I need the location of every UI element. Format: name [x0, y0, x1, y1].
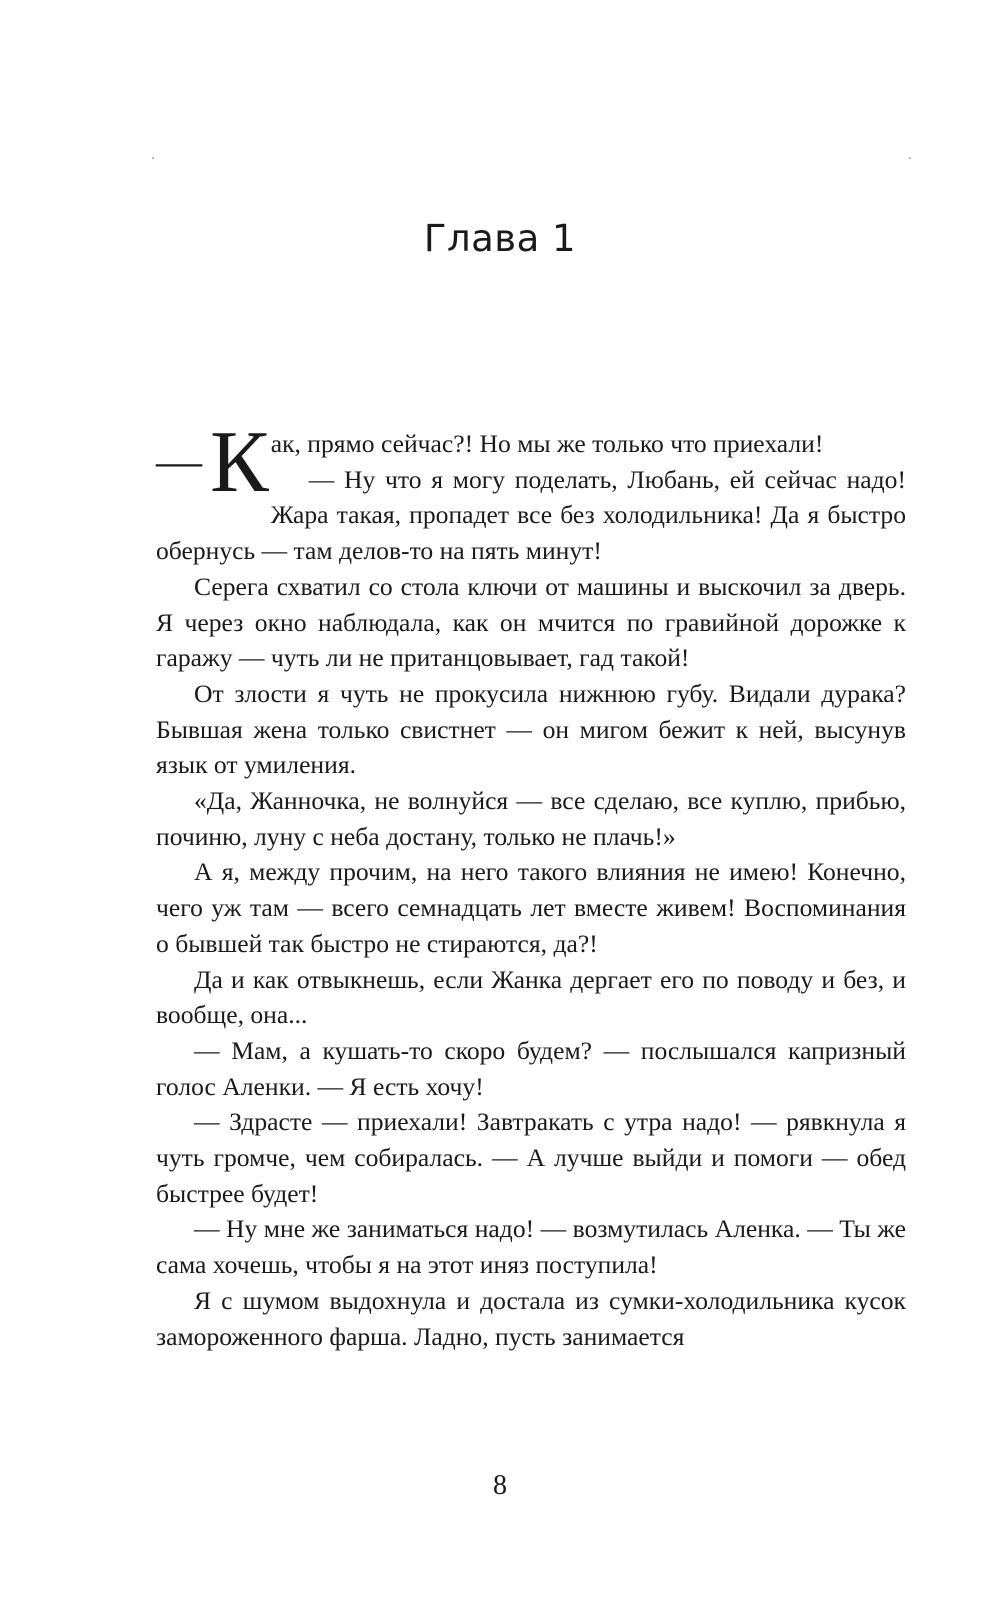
- paragraph: Серега схватил со стола ключи от машины и выскочил за дверь. Я через окно наблюдала, как он мчится по гравийной дорожке к гаражу — чуть ли не пританцовывает, гад такой!: [156, 571, 906, 673]
- opening-paragraph: [156, 414, 906, 511]
- opening-dash: —: [156, 435, 202, 486]
- opening-text: ак, прямо сейчас?! Но мы же только что приехали!: [270, 429, 824, 458]
- paragraph: Да и как отвыкнешь, если Жанка дергает его по поводу и без, и вообще, она...: [156, 964, 906, 1030]
- drop-cap: К: [210, 414, 269, 511]
- paragraph: — Мам, а кушать-то скоро будем? — послышался капризный голос Аленки. — Я есть хочу!: [156, 1035, 906, 1101]
- page-corner-mark: [909, 157, 911, 159]
- page-corner-mark: [152, 157, 154, 159]
- paragraph: — Здрасте — приехали! Завтракать с утра надо! — рявкнула я чуть громче, чем собиралась. — А лучше выйди и помоги — обед быстрее будет!: [156, 1107, 906, 1208]
- paragraph: От злости я чуть не прокусила нижнюю губу. Видали дурака? Бывшая жена только свистнет — он мигом бежит к ней, высунув язык от умиления.: [156, 678, 906, 780]
- paragraph: — Ну мне же заниматься надо! — возмутилась Аленка. — Ты же сама хочешь, чтобы я на этот иняз поступила!: [156, 1214, 906, 1280]
- paragraph: Я с шумом выдохнула и достала из сумки-холодильника кусок замороженного фарша. Ладно, пусть занимается: [156, 1285, 906, 1351]
- chapter-body: [156, 414, 906, 1354]
- paragraph: — Ну что я могу поделать, Любань, ей сейчас надо! Жара такая, пропадет все без холодильника! Да я быстро обернусь — там делов-то на пять минут!: [156, 464, 906, 566]
- chapter-title: Глава 1: [423, 216, 577, 260]
- page-number: 8: [493, 1470, 507, 1501]
- paragraph: «Да, Жанночка, не волнуйся — все сделаю, все куплю, прибью, починю, луну с неба достану, только не плачь!»: [156, 786, 906, 851]
- paragraph: А я, между прочим, на него такого влияния не имею! Конечно, чего уж там — всего семнадцать лет вместе живем! Воспоминания о бывшей так быстро не стираются, да?!: [156, 857, 906, 958]
